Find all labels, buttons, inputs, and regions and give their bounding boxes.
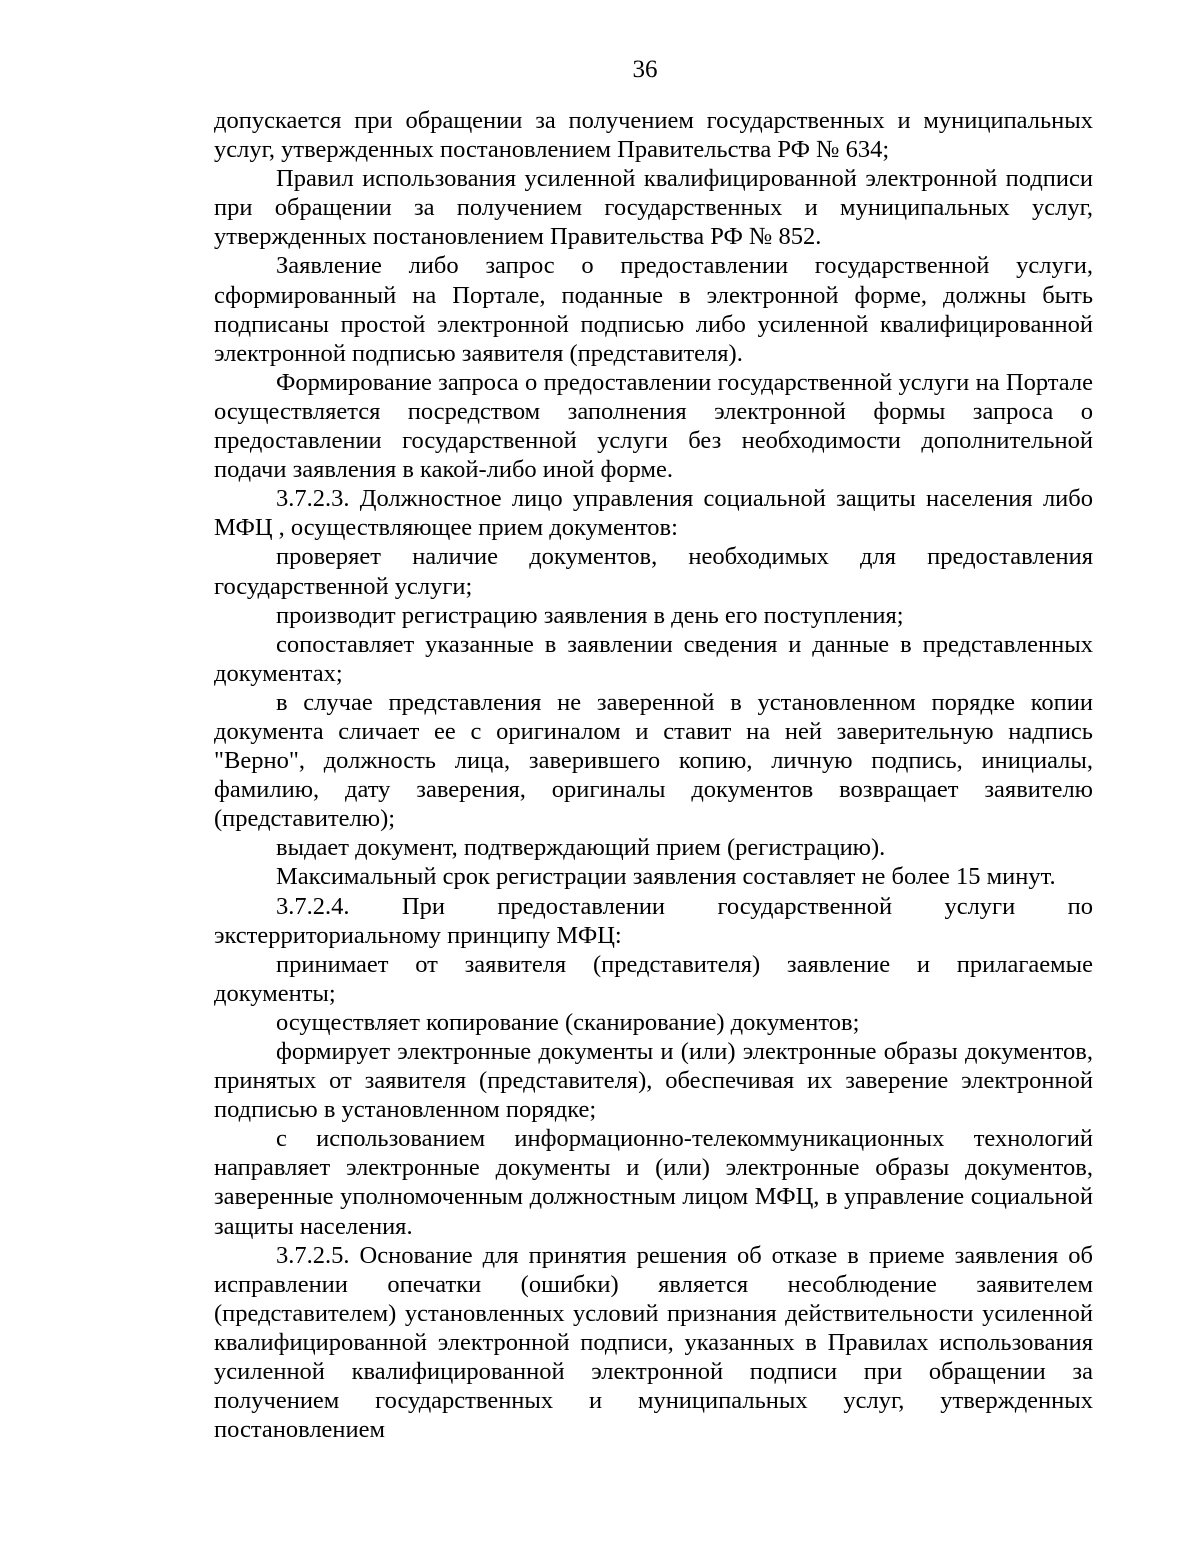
paragraph: производит регистрацию заявления в день его поступления;	[276, 601, 904, 629]
paragraph: допускается при обращении за получением государственных и муниципальных услуг, утвержденных постановлением Правительства РФ № 634;	[214, 107, 1093, 164]
paragraph: сопоставляет указанные в заявлении сведения и данные в представленных документах;	[214, 630, 1093, 687]
paragraph: с использованием информационно-телекоммуникационных технологий направляет электронные документы и (или) электронные образы документов, заверенные уполномоченным должностным лицом МФЦ, в управление социальной защиты населения.	[214, 1125, 1093, 1240]
page-number: 36	[632, 56, 658, 83]
paragraph: принимает от заявителя (представителя) заявление и прилагаемые документы;	[214, 950, 1093, 1007]
paragraph: в случае представления не заверенной в установленном порядке копии документа сличает ее с оригиналом и ставит на ней заверительную надпись "Верно", должность лица, заверившего копию, личную подпись, инициалы, фамилию, дату заверения, оригиналы документов возвращает заявителю (представителю);	[214, 688, 1093, 833]
paragraph: 3.7.2.5. Основание для принятия решения об отказе в приеме заявления об исправлении опечатки (ошибки) является несоблюдение заявителем (представителем) установленных условий признания действительности усиленной квалифицированной электронной подписи, указанных в Правилах использования усиленной квалифицированной электронной подписи при обращении за получением государственных и муниципальных услуг, утвержденных постановлением	[214, 1241, 1093, 1444]
paragraph: Заявление либо запрос о предоставлении государственной услуги, сформированный на Портале, поданные в электронной форме, должны быть подписаны простой электронной подписью либо усиленной квалифицированной электронной подписью заявителя (представителя).	[214, 252, 1093, 367]
paragraph: Формирование запроса о предоставлении государственной услуги на Портале осуществляется посредством заполнения электронной формы запроса о предоставлении государственной услуги без необходимости дополнительной подачи заявления в какой-либо иной форме.	[214, 368, 1093, 484]
paragraph: выдает документ, подтверждающий прием (регистрацию).	[276, 834, 886, 862]
paragraph: Правил использования усиленной квалифицированной электронной подписи при обращении за получением государственных и муниципальных услуг, утвержденных постановлением Правительства РФ № 852.	[214, 165, 1093, 251]
paragraph: 3.7.2.4. При предоставлении государственной услуги по экстерриториальному принципу МФЦ:	[214, 892, 1093, 949]
paragraph: формирует электронные документы и (или) электронные образы документов, принятых от заявителя (представителя), обеспечивая их заверение электронной подписью в установленном порядке;	[214, 1038, 1093, 1124]
paragraph: осуществляет копирование (сканирование) документов;	[276, 1008, 860, 1036]
document-body	[214, 106, 1093, 1444]
paragraph: Максимальный срок регистрации заявления составляет не более 15 минут.	[276, 863, 1056, 891]
paragraph: 3.7.2.3. Должностное лицо управления социальной защиты населения либо МФЦ , осуществляющее прием документов:	[214, 485, 1093, 542]
paragraph: проверяет наличие документов, необходимых для предоставления государственной услуги;	[214, 543, 1093, 600]
